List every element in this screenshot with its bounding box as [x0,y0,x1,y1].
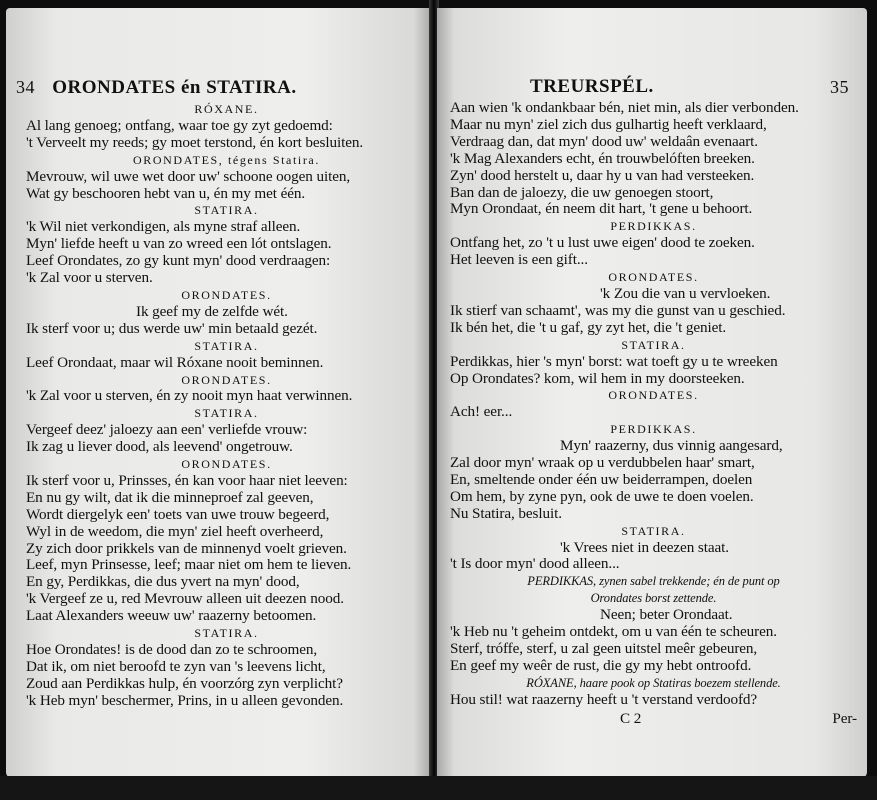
verse-line: Leef Orondates, zo gy kunt myn' dood verdraagen: [26,252,331,270]
right-page [437,8,867,778]
stage-direction: PERDIKKAS, zynen sabel trekkende; én de punt op [527,574,780,589]
verse-line: Maar nu myn' ziel zich dus gulhartig heeft verklaard, [450,115,767,133]
verse-line: 'k Zou die van u vervloeken. [600,284,771,302]
verse-line: Zy zich door prikkels van de minnenyd voelt grieven. [26,539,347,557]
catchword: Per- [832,709,857,727]
verse-line: Sterf, tróffe, sterf, u zal geen uitstel meêr gebeuren, [450,640,758,657]
verse-line: Het leeven is een gift... [450,251,588,269]
verse-line: 'k Vrees niet in deezen staat. [560,538,729,556]
verse-line: Ontfang het, zo 't u lust uwe eigen' dood te zoeken. [450,234,755,252]
verse-line: Wordt diergelyk een' toets van uwe trouw begeerd, [26,505,330,523]
verse-line: Leef, myn Prinsesse, leef; maar niet om hem te lieven. [26,556,352,574]
speaker-name: ORONDATES. [181,457,272,472]
verse-line: Mevrouw, wil uwe wet door uw' schoone oogen uiten, [26,167,351,185]
speaker-name: PERDIKKAS. [610,422,697,437]
verse-line: En nu gy wilt, dat ik die minneproef zal geeven, [26,488,314,506]
left-page-text [26,101,427,710]
left-page [6,8,431,778]
speaker-name: ORONDATES. [181,287,272,302]
verse-line: Hoe Orondates! is de dood dan zo te schroomen, [26,641,318,658]
speaker-name: ORONDATES, tégens Statira. [133,152,320,167]
verse-line: Ik bén het, die 't u gaf, gy zyt het, die 't geniet. [450,318,727,336]
speaker-name: STATIRA. [194,338,259,353]
verse-line: Aan wien 'k ondankbaar bén, niet min, als dier verbonden. [450,99,799,116]
verse-line: Myn' liefde heeft u van zo wreed een lót ontslagen. [26,235,332,253]
verse-line: 't Is door myn' dood alleen... [450,555,620,573]
speaker-name: ORONDATES. [608,270,699,285]
verse-line: Ban dan de jaloezy, die uw genoegen stoort, [450,183,714,201]
verse-line: Wat gy beschooren hebt van u, én my met één. [26,184,306,202]
book-bottom-edge [0,776,877,800]
right-page-footer [450,711,857,728]
verse-line: Ik sterf voor u; dus werde uw' min betaald gezét. [26,319,318,337]
speaker-name: STATIRA. [621,523,686,538]
speaker-name: STATIRA. [194,203,259,218]
speaker-name: RÓXANE. [194,102,259,116]
speaker-name: STATIRA. [621,337,686,352]
verse-line: Verdraag dan, dat myn' dood uw' weldaân evenaart. [450,132,759,150]
left-running-head-text: ORONDATES én STATIRA. [52,77,297,98]
stage-direction: Orondates borst zettende. [590,591,717,606]
verse-line: Zoud aan Perdikkas hulp, én voorzórg zyn verplicht? [26,674,343,692]
speaker-name: ORONDATES. [608,388,699,403]
stage-direction: RÓXANE, haare pook op Statiras boezem stellende. [526,675,781,690]
speaker-name: PERDIKKAS. [610,219,697,234]
verse-line: 'k Zal voor u sterven. [26,269,153,287]
right-running-head-text: TREURSPÉL. [530,76,654,97]
verse-line: En gy, Perdikkas, die dus yvert na myn' dood, [26,573,300,591]
verse-line: 'k Wil niet verkondigen, als myne straf alleen. [26,218,301,236]
verse-line: Zyn' dood herstelt u, daar hy u van had versteeken. [450,166,755,184]
speaker-name: ORONDATES. [181,372,272,387]
verse-line: Perdikkas, hier 's myn' borst: wat toeft gy u te wreeken [450,352,778,370]
signature-mark: C 2 [620,709,642,727]
verse-line: Zal door myn' wraak op u verdubbelen haar' smart, [450,454,755,472]
verse-line: En, smeltende onder één uw beiderrampen, doelen [450,470,753,488]
left-page-number: 34 [16,77,35,97]
verse-line: Ik stierf van schaamt', was my die gunst van u geschied. [450,301,786,319]
verse-line: Al lang genoeg; ontfang, waar toe gy zyt gedoemd: [26,116,333,134]
verse-line: 'k Zal voor u sterven, én zy nooit myn haat verwinnen. [26,387,353,405]
verse-line: Hou stil! wat raazerny heeft u 't verstand verdoofd? [450,690,758,708]
verse-line: Myn' raazerny, dus vinnig aangesard, [560,437,783,455]
left-running-head [16,76,427,99]
verse-line: Om hem, by zyne pyn, ook de uwe te doen voelen. [450,487,754,505]
verse-line: 't Verveelt my reeds; gy moet terstond, én kort besluiten. [26,133,364,151]
right-page-number: 35 [830,77,849,97]
verse-line: Dat ik, om niet beroofd te zyn van 's leevens licht, [26,657,326,675]
right-page-text [450,100,857,709]
speaker-name: STATIRA. [194,406,259,421]
verse-line: Nu Statira, besluit. [450,504,562,522]
verse-line: Op Orondates? kom, wil hem in my doorsteeken. [450,369,745,387]
verse-line: Myn Orondaat, én neem dit hart, 't gene u behoort. [450,200,753,218]
speaker-name: STATIRA. [194,626,259,641]
verse-line: 'k Heb myn' beschermer, Prins, in u alleen gevonden. [26,691,344,709]
verse-line: 'k Vergeef ze u, red Mevrouw alleen uit deezen nood. [26,590,344,608]
right-running-head [450,76,857,98]
verse-line: En geef my weêr de rust, die gy my hebt ontroofd. [450,656,752,674]
verse-line: Laat Alexanders weeuw uw' raazerny betoomen. [26,607,317,625]
verse-line: Leef Orondaat, maar wil Róxane nooit beminnen. [26,353,324,371]
verse-line: Ik sterf voor u, Prinsses, én kan voor haar niet leeven: [26,471,348,489]
verse-line: Vergeef deez' jaloezy aan een' verliefde vrouw: [26,421,308,439]
verse-line: 'k Heb nu 't geheim ontdekt, om u van één te scheuren. [450,623,777,641]
verse-line: Neen; beter Orondaat. [600,606,733,624]
verse-line: Wyl in de weedom, die myn' ziel heeft overheerd, [26,522,324,540]
verse-line: Ach! eer... [450,403,513,421]
verse-line: Ik zag u liever dood, als leevend' ongetrouw. [26,438,293,456]
verse-line: 'k Mag Alexanders echt, én trouwbelóften breeken. [450,149,755,167]
verse-line: Ik geef my de zelfde wét. [136,302,288,320]
